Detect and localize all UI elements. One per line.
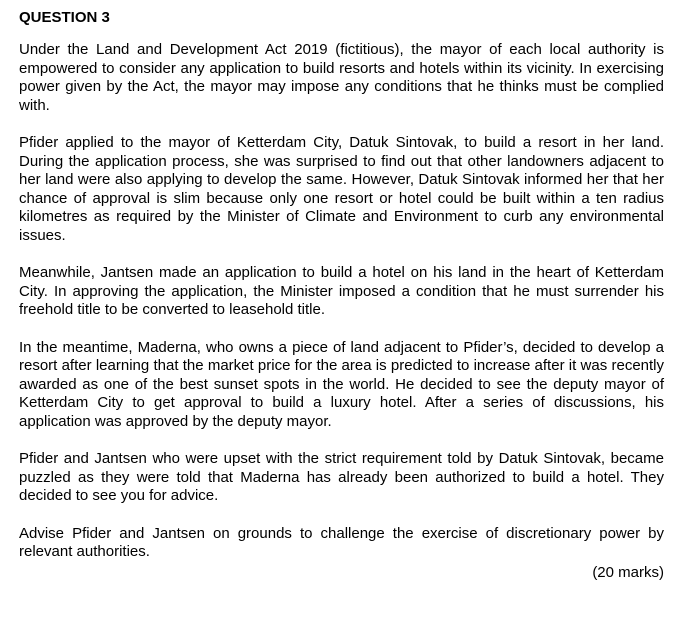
question-heading: QUESTION 3 xyxy=(19,9,110,26)
paragraph-pfider-application: Pfider applied to the mayor of Ketterdam City, Datuk Sintovak, to build a resort in her land. During the application process, she was surprised to find out that other landowners adjacent to her land were also applying to develop the same. However, Datuk Sintovak informed her that her chance of approval is slim because only one resort or hotel could be built within a ten radius kilometres as required by the Minister of Climate and Environment to curb any environmental issues. xyxy=(19,134,664,244)
paragraph-maderna-application: In the meantime, Maderna, who owns a piece of land adjacent to Pfider’s, decided to develop a resort after learning that the market price for the area is predicted to increase after it was recently awarded as one of the best sunset spots in the world. He decided to see the deputy mayor of Ketterdam City to get approval to build a luxury hotel. After a series of discussions, his application was approved by the deputy mayor. xyxy=(19,338,664,430)
paragraph-task-instruction: Advise Pfider and Jantsen on grounds to challenge the exercise of discretionary power by relevant authorities. xyxy=(19,524,664,560)
paragraph-act-background: Under the Land and Development Act 2019 (fictitious), the mayor of each local authority is empowered to consider any application to build resorts and hotels within its vicinity. In exercising power given by the Act, the mayor may impose any conditions that he thinks must be complied with. xyxy=(19,41,664,114)
paragraph-seeking-advice: Pfider and Jantsen who were upset with the strict requirement told by Datuk Sintovak, became puzzled as they were told that Maderna has already been authorized to build a hotel. They decided to see you for advice. xyxy=(19,450,664,504)
marks-allocation: (20 marks) xyxy=(592,563,664,581)
paragraph-jantsen-application: Meanwhile, Jantsen made an application to build a hotel on his land in the heart of Ketterdam City. In approving the application, the Minister imposed a condition that he must surrender his freehold title to be converted to leasehold title. xyxy=(19,264,664,318)
question-document xyxy=(19,8,664,582)
